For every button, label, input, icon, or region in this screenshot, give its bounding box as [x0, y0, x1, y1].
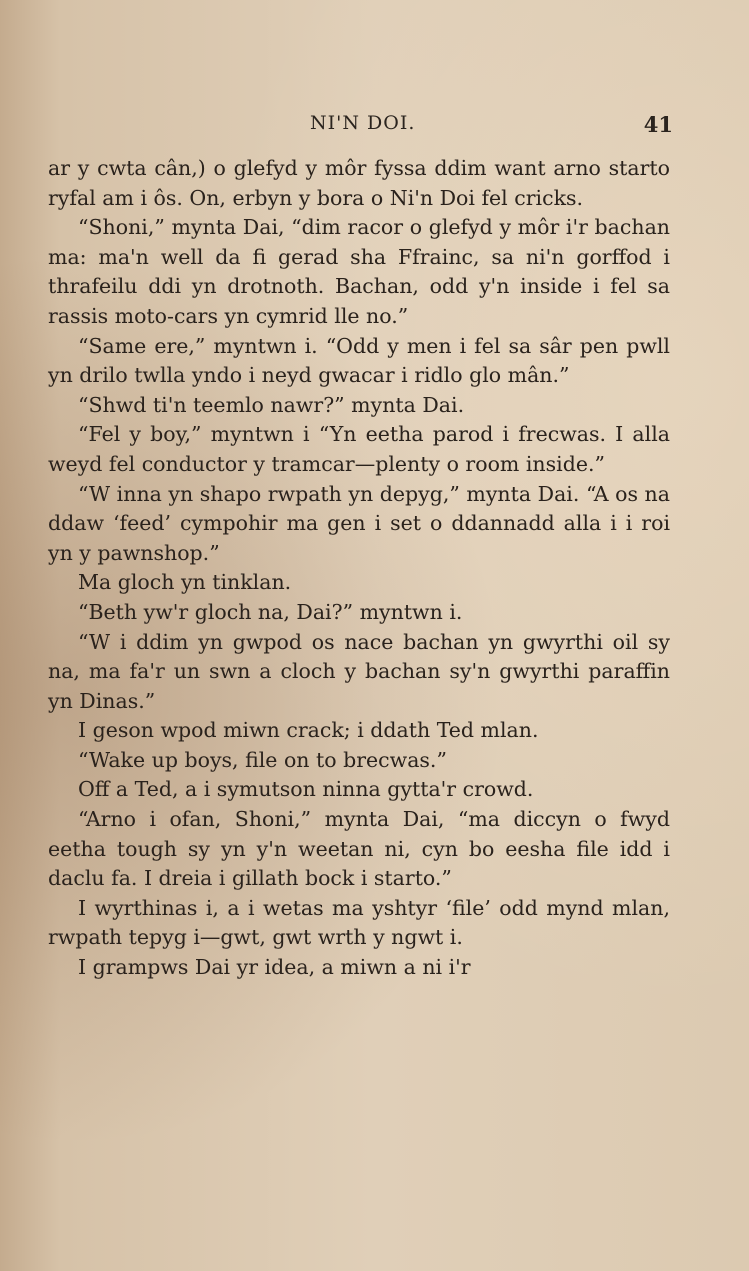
running-head: [48, 112, 673, 142]
paragraph: ar y cwta cân,) o glefyd y môr fyssa ddim want arno starto ryfal am i ôs. On, erbyn y bora o Ni'n Doi fel cricks.: [48, 156, 670, 210]
paragraph: “Shwd ti'n teemlo nawr?” mynta Dai.: [78, 392, 465, 417]
paragraph: “W i ddim yn gwpod os nace bachan yn gwyrthi oil sy na, ma fa'r un swn a cloch y bachan sy'n gwyrthi paraffin yn Dinas.”: [48, 629, 670, 713]
paragraph: “Wake up boys, file on to brecwas.”: [78, 747, 447, 772]
body-text: [48, 154, 670, 983]
running-title: NI'N DOI.: [310, 112, 416, 134]
paragraph: “Arno i ofan, Shoni,” mynta Dai, “ma diccyn o fwyd eetha tough sy yn y'n weetan ni, cyn bo eesha file idd i daclu fa. I dreia i gillath bock i starto.”: [48, 807, 670, 891]
paragraph: I wyrthinas i, a i wetas ma yshtyr ‘file’ odd mynd mlan, rwpath tepyg i—gwt, gwt wrth y ngwt i.: [48, 895, 670, 950]
paragraph: Ma gloch yn tinklan.: [78, 570, 292, 595]
paragraph: “Same ere,” myntwn i. “Odd y men i fel sa sâr pen pwll yn drilo twlla yndo i neyd gwacar i ridlo glo mân.”: [48, 333, 670, 388]
paragraph: “Shoni,” mynta Dai, “dim racor o glefyd y môr i'r bachan ma: ma'n well da fi gerad sha Ffrainc, sa ni'n gorffod i thrafeilu ddi yn drotnoth. Bachan, odd y'n inside i fel sa rassis moto-cars yn cymrid lle no.”: [48, 215, 670, 328]
page-number: 41: [643, 112, 673, 137]
paragraph: I geson wpod miwn crack; i ddath Ted mlan.: [78, 718, 539, 743]
paragraph: “Fel y boy,” myntwn i “Yn eetha parod i frecwas. I alla weyd fel conductor y tramcar—plenty o room inside.”: [48, 422, 670, 476]
paragraph: I grampws Dai yr idea, a miwn a ni i'r: [78, 955, 471, 980]
paragraph: “Beth yw'r gloch na, Dai?” myntwn i.: [78, 599, 463, 624]
paragraph: Off a Ted, a i symutson ninna gytta'r crowd.: [78, 777, 534, 802]
paragraph: “W inna yn shapo rwpath yn depyg,” mynta Dai. “A os na ddaw ‘feed’ cympohir ma gen i set o ddannadd alla i i roi yn y pawnshop.”: [48, 481, 670, 565]
